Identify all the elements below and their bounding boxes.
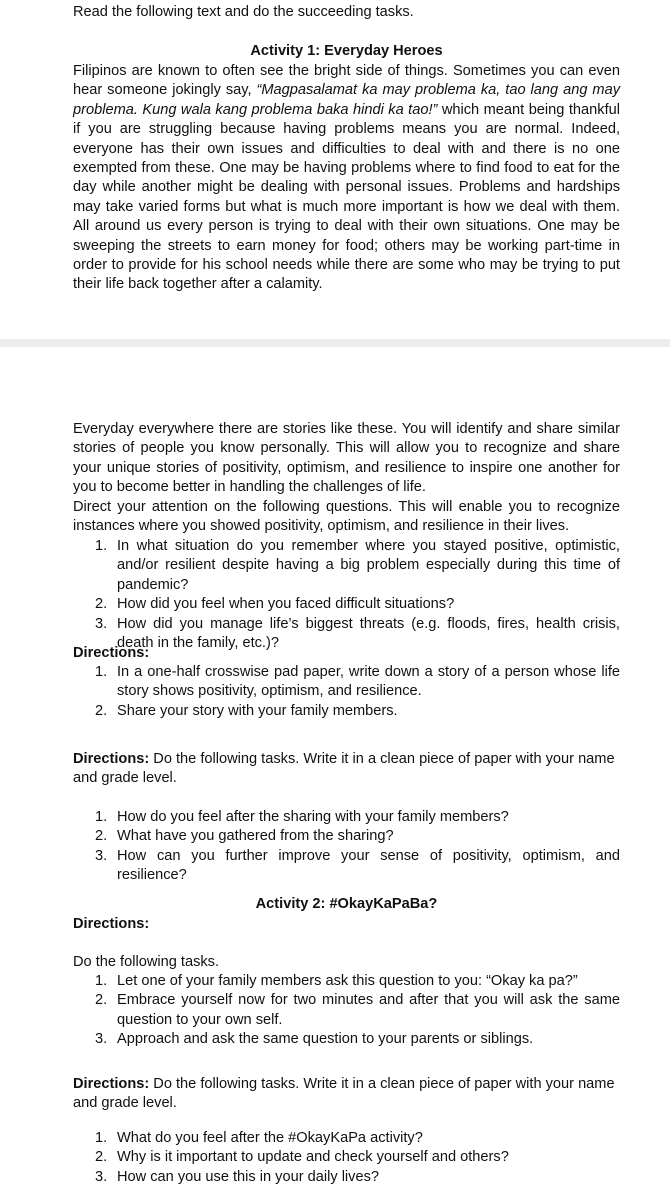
list-item: [73, 702, 620, 721]
list-text: How did you feel when you faced difficult situations?: [117, 596, 455, 613]
list-item: [73, 1148, 620, 1167]
list-text: Why is it important to update and check yourself and others?: [117, 1149, 509, 1166]
list-number: 2.: [95, 828, 108, 845]
list-item: [73, 1129, 620, 1148]
activity1-paragraph-1: [73, 62, 620, 295]
list-number: 3.: [95, 615, 108, 632]
list-item: [73, 827, 620, 846]
list-text: What do you feel after the #OkayKaPa activity?: [117, 1130, 423, 1146]
list-text: How do you feel after the sharing with your family members?: [117, 809, 509, 825]
directions-list-1: [73, 663, 620, 721]
list-number: 2.: [95, 1149, 108, 1166]
list-number: 1.: [95, 973, 108, 989]
activity2-questions-list: [73, 1129, 620, 1187]
list-number: 1.: [95, 809, 108, 825]
list-item: [73, 1030, 620, 1049]
activity1-questions-list: [73, 537, 620, 653]
activity1-title: Activity 1: Everyday Heroes: [250, 43, 443, 59]
list-number: 2.: [95, 702, 108, 719]
list-number: 3.: [95, 1031, 108, 1048]
activity1-paragraph-3: Direct your attention on the following questions. This will enable you to recognize instances where you showed positivity, optimism, and resilience in their lives.: [73, 499, 620, 535]
list-text: Approach and ask the same question to your parents or siblings.: [117, 1031, 534, 1048]
list-item: [73, 537, 620, 595]
directions-label: Directions:: [73, 1076, 150, 1092]
list-number: 3.: [95, 1168, 108, 1185]
list-number: 1.: [95, 1130, 108, 1146]
list-item: [73, 595, 620, 614]
list-text: How can you use this in your daily lives?: [117, 1168, 380, 1185]
list-text: Let one of your family members ask this question to you: “Okay ka pa?”: [117, 973, 578, 989]
list-text: Share your story with your family members.: [117, 702, 398, 719]
list-text: In a one-half crosswise pad paper, write down a story of a person whose life story shows positivity, optimism, and resilience.: [117, 664, 620, 700]
directions-paragraph-2: [73, 750, 620, 789]
directions-heading-1: Directions:: [73, 645, 150, 661]
list-item: [73, 1168, 620, 1187]
directions-list-2: [73, 808, 620, 886]
list-item: [73, 972, 620, 991]
p1-quote: “Magpasalamat ka may problema ka, tao lang ang may problema. Kung wala kang problema baka hindi ka tao!”: [73, 82, 620, 118]
p1-end: which meant being thankful if you are struggling because having problems means you are normal. Indeed, everyone has their own issues and difficulties to deal with and there is no one exempted from these. One may be having problems where to find food to eat for the day while another might be dealing with personal issues. Problems and hardships may take varied forms but what is much more important is how we deal with them. All around us every person is trying to deal with their own situations. One may be sweeping the streets to earn money for food; others may be working part-time in order to provide for his school needs while there are some who may be trying to put their life back together after a calamity.: [73, 101, 620, 293]
activity1-paragraph-2: Everyday everywhere there are stories like these. You will identify and share similar stories of people you know personally. This will allow you to recognize and share your unique stories of positivity, optimism, and resilience to inspire one another for you to become better in handling the challenges of life.: [73, 421, 620, 496]
list-number: 3.: [95, 847, 108, 864]
list-item: [73, 847, 620, 886]
directions-text: Do the following tasks. Write it in a clean piece of paper with your name and grade level.: [73, 1076, 615, 1112]
list-text: In what situation do you remember where you stayed positive, optimistic, and/or resilient despite having a big problem especially during this time of pandemic?: [117, 538, 620, 593]
list-item: [73, 808, 620, 827]
list-number: 1.: [95, 538, 108, 554]
list-text: What have you gathered from the sharing?: [117, 828, 394, 845]
list-text: Embrace yourself now for two minutes and after that you will ask the same question to your own self.: [117, 992, 620, 1028]
list-text: How did you manage life’s biggest threats (e.g. floods, fires, health crisis, death in the family, etc.)?: [117, 615, 620, 652]
list-number: 1.: [95, 664, 108, 680]
directions-label: Directions:: [73, 751, 150, 767]
intro-text: Read the following text and do the succeeding tasks.: [73, 4, 414, 20]
activity2-directions-heading: Directions:: [73, 916, 150, 932]
page-break-divider: [0, 339, 670, 347]
list-item: [73, 663, 620, 702]
activity2-tasks-intro: Do the following tasks.: [73, 954, 220, 970]
p1-start: Filipinos are known to often see the bright side of things. Sometimes you can even hear someone jokingly say,: [73, 63, 620, 99]
list-number: 2.: [95, 596, 108, 613]
directions-text: Do the following tasks. Write it in a clean piece of paper with your name and grade level.: [73, 751, 615, 787]
list-text: How can you further improve your sense of positivity, optimism, and resilience?: [117, 847, 620, 884]
list-item: [73, 991, 620, 1030]
activity2-tasks-list: [73, 972, 620, 1050]
activity2-title: Activity 2: #OkayKaPaBa?: [255, 896, 438, 912]
list-number: 2.: [95, 992, 108, 1009]
activity2-directions-paragraph: [73, 1075, 620, 1114]
